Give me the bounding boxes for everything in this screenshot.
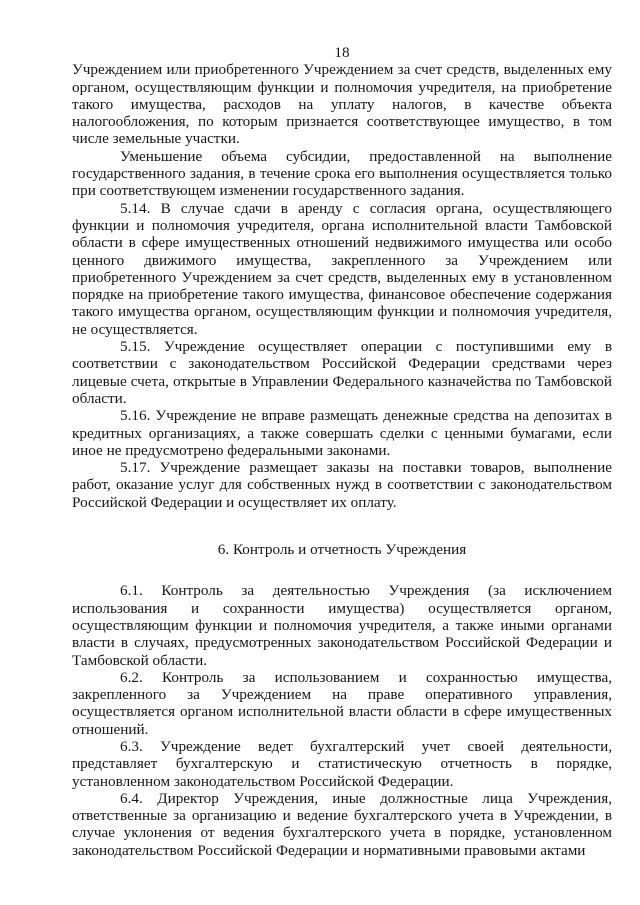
- document-page: [72, 44, 612, 859]
- paragraph-5-14: 5.14. В случае сдачи в аренду с согласия органа, осуществляющего функции и полномочия учредителя, органа исполнительной власти Тамбовской области в сфере имущественных отношений недвижимого имущества или особо ценного движимого имущества, закрепленного за Учреждением или приобретенного Учреждением за счет средств, выделенных ему в установленном порядке на приобретение такого имущества, финансовое обеспечение содержания такого имущества органом, осуществляющим функции и полномочия учредителя, не осуществляется.: [72, 199, 612, 338]
- paragraph-6-2: 6.2. Контроль за использованием и сохранностью имущества, закрепленного за Учреждением на праве оперативного управления, осуществляется органом исполнительной власти области в сфере имущественных отношений.: [72, 668, 612, 738]
- paragraph-5-17: 5.17. Учреждение размещает заказы на поставки товаров, выполнение работ, оказание услуг для собственных нужд в соответствии с законодательством Российской Федерации и осуществляет их оплату.: [72, 459, 612, 511]
- paragraph: Уменьшение объема субсидии, предоставленной на выполнение государственного задания, в течение срока его выполнения осуществляется только при соответствующем изменении государственного задания.: [72, 147, 612, 200]
- paragraphs-before: [72, 61, 612, 511]
- paragraph-5-16: 5.16. Учреждение не вправе размещать денежные средства на депозитах в кредитных организациях, а также совершать сделки с ценными бумагами, если иное не предусмотрено федеральными законами.: [72, 407, 612, 459]
- paragraph-5-15: 5.15. Учреждение осуществляет операции с поступившими ему в соответствии с законодательством Российской Федерации средствами через лицевые счета, открытые в Управлении Федерального казначейства по Тамбовской области.: [72, 338, 612, 407]
- page-number: 18: [334, 44, 350, 61]
- paragraph-6-4: 6.4. Директор Учреждения, иные должностные лица Учреждения, ответственные за организацию и ведение бухгалтерского учета в Учреждении, в случае уклонения от ведения бухгалтерского учета в порядке, установленном законодательством Российской Федерации и нормативными правовыми актами: [72, 789, 612, 859]
- paragraph: Учреждением или приобретенного Учреждением за счет средств, выделенных ему органом, осуществляющим функции и полномочия учредителя, на приобретение такого имущества, расходов на уплату налогов, в качестве объекта налогообложения, по которым признается соответствующее имущество, в том числе земельные участки.: [72, 61, 612, 148]
- paragraph-6-1: 6.1. Контроль за деятельностью Учреждения (за исключением использования и сохранности имущества) осуществляется органом, осуществляющим функции и полномочия учредителя, а также иными органами власти в случаях, предусмотренных законодательством Российской Федерации и Тамбовской области.: [72, 582, 612, 669]
- paragraph-6-3: 6.3. Учреждение ведет бухгалтерский учет своей деятельности, представляет бухгалтерскую и статистическую отчетность в порядке, установленном законодательством Российской Федерации.: [72, 737, 612, 790]
- section-heading: 6. Контроль и отчетность Учреждения: [217, 541, 467, 559]
- paragraphs-after: [72, 582, 612, 859]
